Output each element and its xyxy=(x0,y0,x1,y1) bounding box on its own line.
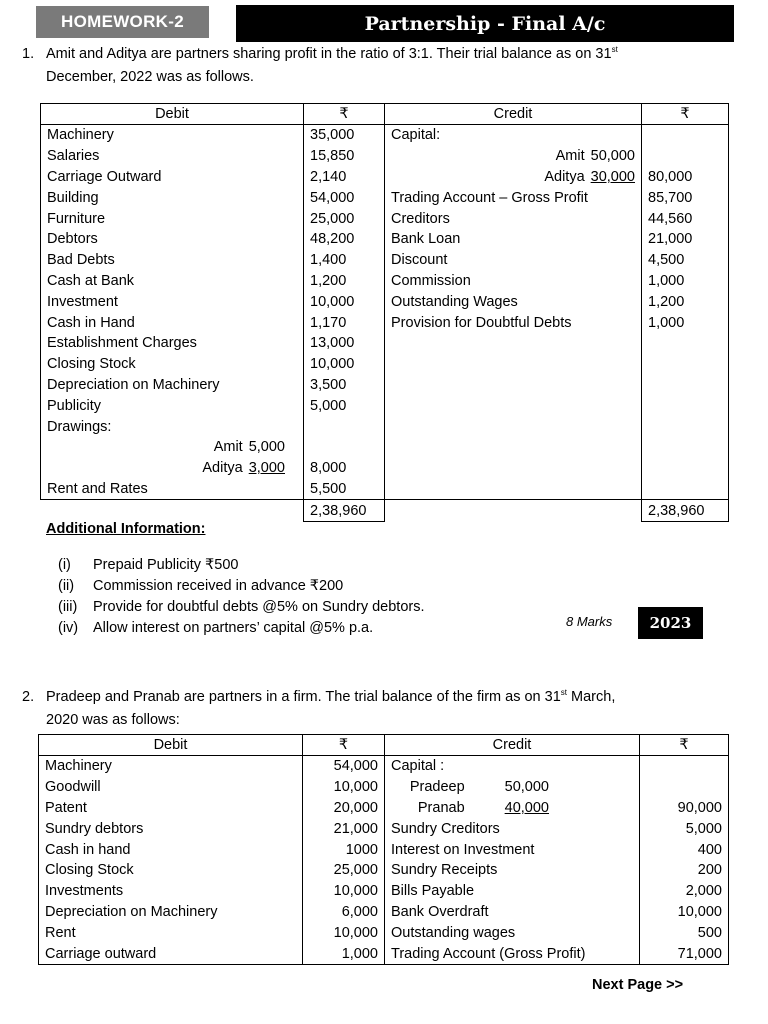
table-row xyxy=(41,437,729,458)
credit-amount: 1,200 xyxy=(642,291,729,312)
debit-item: Rent and Rates xyxy=(41,479,304,500)
partner-name: Amit xyxy=(555,148,585,165)
table-row xyxy=(41,167,729,188)
debit-item: Depreciation on Machinery xyxy=(41,375,304,396)
debit-item: Closing Stock xyxy=(39,860,303,881)
credit-item: Interest on Investment xyxy=(385,839,640,860)
homework-badge: HOMEWORK-2 xyxy=(36,6,209,38)
header-debit: Debit xyxy=(39,735,303,756)
debit-item: Salaries xyxy=(41,146,304,167)
header-credit: Credit xyxy=(385,735,640,756)
question-number: 2. xyxy=(22,689,35,705)
empty-cell xyxy=(385,500,642,522)
credit-amount: 44,560 xyxy=(642,208,729,229)
debit-amount: 5,500 xyxy=(304,479,385,500)
table-row xyxy=(41,458,729,479)
header-credit-amount: ₹ xyxy=(640,735,729,756)
credit-amount xyxy=(642,479,729,500)
credit-item xyxy=(385,146,642,167)
q2-line1: Pradeep and Pranab are partners in a firm. The trial balance of the firm as on 31 xyxy=(46,689,561,705)
credit-item: Trading Account – Gross Profit xyxy=(385,187,642,208)
additional-info-list xyxy=(58,555,425,639)
item-number: (ii) xyxy=(58,578,75,594)
credit-item: Outstanding Wages xyxy=(385,291,642,312)
table-row xyxy=(39,818,729,839)
credit-amount xyxy=(642,333,729,354)
credit-amount: 2,000 xyxy=(640,881,729,902)
debit-amount: 5,000 xyxy=(304,395,385,416)
debit-amount: 25,000 xyxy=(304,208,385,229)
partner-sub-entry xyxy=(410,779,549,795)
table-row xyxy=(41,187,729,208)
header-debit-amount: ₹ xyxy=(304,104,385,125)
partner-sub-entry xyxy=(418,800,549,816)
debit-item: Sundry debtors xyxy=(39,818,303,839)
debit-item: Building xyxy=(41,187,304,208)
credit-item xyxy=(385,375,642,396)
credit-amount: 10,000 xyxy=(640,902,729,923)
credit-item: Bills Payable xyxy=(385,881,640,902)
credit-item xyxy=(385,333,642,354)
item-number: (i) xyxy=(58,557,71,573)
credit-item: Outstanding wages xyxy=(385,922,640,943)
debit-amount: 6,000 xyxy=(303,902,385,923)
credit-item: Discount xyxy=(385,250,642,271)
credit-item: Capital: xyxy=(385,125,642,146)
next-page-link[interactable]: Next Page >> xyxy=(592,977,684,993)
credit-amount: 80,000 xyxy=(642,167,729,188)
credit-item: Commission xyxy=(385,271,642,292)
debit-item: Furniture xyxy=(41,208,304,229)
header-credit-amount: ₹ xyxy=(642,104,729,125)
credit-item xyxy=(385,777,640,798)
credit-amount: 1,000 xyxy=(642,271,729,292)
header-credit: Credit xyxy=(385,104,642,125)
debit-item: Cash at Bank xyxy=(41,271,304,292)
debit-item: Establishment Charges xyxy=(41,333,304,354)
credit-item xyxy=(385,395,642,416)
debit-amount: 1,000 xyxy=(303,943,385,964)
partner-name: Amit xyxy=(213,439,243,456)
year-badge: 2023 xyxy=(638,607,703,639)
additional-info-title: Additional Information: xyxy=(46,521,206,537)
credit-amount: 71,000 xyxy=(640,943,729,964)
debit-item xyxy=(41,437,304,458)
credit-item xyxy=(385,354,642,375)
empty-cell xyxy=(41,500,304,522)
debit-item: Debtors xyxy=(41,229,304,250)
header-debit-amount: ₹ xyxy=(303,735,385,756)
debit-item: Depreciation on Machinery xyxy=(39,902,303,923)
credit-item xyxy=(385,437,642,458)
table-row xyxy=(39,756,729,777)
trial-balance-table-2 xyxy=(38,734,729,965)
page-title: Partnership - Final A/c xyxy=(236,5,734,42)
credit-amount xyxy=(640,756,729,777)
debit-amount: 13,000 xyxy=(304,333,385,354)
table-row xyxy=(39,777,729,798)
partner-amount: 50,000 xyxy=(590,148,635,165)
credit-item: Sundry Receipts xyxy=(385,860,640,881)
partner-name: Aditya xyxy=(544,168,585,185)
debit-amount: 3,500 xyxy=(304,375,385,396)
credit-amount: 21,000 xyxy=(642,229,729,250)
partner-sub-entry xyxy=(544,169,635,185)
table-row xyxy=(41,208,729,229)
debit-item: Drawings: xyxy=(41,416,304,437)
debit-amount xyxy=(304,437,385,458)
credit-amount: 90,000 xyxy=(640,798,729,819)
debit-item: Cash in Hand xyxy=(41,312,304,333)
debit-item: Goodwill xyxy=(39,777,303,798)
debit-item: Carriage Outward xyxy=(41,167,304,188)
q2-line1b: March, xyxy=(567,689,616,705)
credit-item xyxy=(385,167,642,188)
table-row xyxy=(41,333,729,354)
debit-amount: 10,000 xyxy=(303,881,385,902)
debit-amount: 1,400 xyxy=(304,250,385,271)
debit-item: Closing Stock xyxy=(41,354,304,375)
credit-amount xyxy=(642,375,729,396)
credit-item: Bank Loan xyxy=(385,229,642,250)
item-text: Allow interest on partners’ capital @5% p.a. xyxy=(93,620,374,636)
credit-amount: 200 xyxy=(640,860,729,881)
debit-item: Publicity xyxy=(41,395,304,416)
table-row xyxy=(41,291,729,312)
partner-name: Pradeep xyxy=(409,779,465,796)
table-row xyxy=(41,416,729,437)
partner-amount: 3,000 xyxy=(248,460,285,477)
debit-amount: 10,000 xyxy=(304,354,385,375)
debit-item: Machinery xyxy=(39,756,303,777)
q1-sup: st xyxy=(611,45,618,55)
credit-amount: 1,000 xyxy=(642,312,729,333)
table-row xyxy=(41,479,729,500)
debit-amount: 10,000 xyxy=(303,777,385,798)
table-row xyxy=(39,922,729,943)
credit-amount xyxy=(642,146,729,167)
credit-amount xyxy=(642,416,729,437)
list-item xyxy=(58,555,425,576)
credit-item xyxy=(385,416,642,437)
debit-item: Cash in hand xyxy=(39,839,303,860)
header-debit: Debit xyxy=(41,104,304,125)
partner-amount: 5,000 xyxy=(248,439,285,456)
debit-amount: 1,170 xyxy=(304,312,385,333)
partner-name: Pranab xyxy=(417,799,465,816)
table-row xyxy=(41,354,729,375)
credit-amount: 85,700 xyxy=(642,187,729,208)
table-row xyxy=(39,798,729,819)
item-number: (iii) xyxy=(58,599,78,615)
credit-item xyxy=(385,458,642,479)
total-debit: 2,38,960 xyxy=(304,500,385,522)
debit-item: Patent xyxy=(39,798,303,819)
table-row xyxy=(41,146,729,167)
debit-amount: 54,000 xyxy=(303,756,385,777)
list-item xyxy=(58,618,425,639)
credit-item: Creditors xyxy=(385,208,642,229)
credit-item xyxy=(385,479,642,500)
credit-amount: 5,000 xyxy=(640,818,729,839)
table-row xyxy=(41,312,729,333)
item-text: Provide for doubtful debts @5% on Sundry debtors. xyxy=(93,599,425,615)
question-number: 1. xyxy=(22,46,35,62)
debit-item: Bad Debts xyxy=(41,250,304,271)
debit-item xyxy=(41,458,304,479)
item-text: Prepaid Publicity ₹500 xyxy=(93,557,239,573)
table-row xyxy=(39,902,729,923)
debit-amount: 15,850 xyxy=(304,146,385,167)
debit-amount: 1,200 xyxy=(304,271,385,292)
debit-amount: 54,000 xyxy=(304,187,385,208)
credit-amount: 500 xyxy=(640,922,729,943)
table-row xyxy=(41,375,729,396)
debit-amount: 21,000 xyxy=(303,818,385,839)
credit-amount xyxy=(640,777,729,798)
item-number: (iv) xyxy=(58,620,79,636)
credit-item: Trading Account (Gross Profit) xyxy=(385,943,640,964)
table-row xyxy=(41,271,729,292)
credit-item xyxy=(385,798,640,819)
debit-item: Carriage outward xyxy=(39,943,303,964)
partner-amount: 40,000 xyxy=(504,799,549,816)
debit-item: Machinery xyxy=(41,125,304,146)
debit-amount: 25,000 xyxy=(303,860,385,881)
table-row xyxy=(41,229,729,250)
trial-balance-table-1 xyxy=(40,103,729,522)
table-row xyxy=(39,881,729,902)
partner-sub-entry xyxy=(214,439,285,455)
table-row xyxy=(41,125,729,146)
debit-amount xyxy=(304,416,385,437)
credit-amount: 4,500 xyxy=(642,250,729,271)
list-item xyxy=(58,597,425,618)
credit-amount xyxy=(642,395,729,416)
debit-amount: 10,000 xyxy=(303,922,385,943)
q2-sup: st xyxy=(560,688,568,698)
marks-label: 8 Marks xyxy=(566,614,613,629)
credit-amount xyxy=(642,125,729,146)
credit-amount: 400 xyxy=(640,839,729,860)
debit-amount: 48,200 xyxy=(304,229,385,250)
table-row xyxy=(41,250,729,271)
partner-sub-entry xyxy=(556,148,635,164)
item-text: Commission received in advance ₹200 xyxy=(93,578,344,594)
credit-item: Provision for Doubtful Debts xyxy=(385,312,642,333)
table-row xyxy=(39,943,729,964)
total-credit: 2,38,960 xyxy=(642,500,729,522)
debit-amount: 20,000 xyxy=(303,798,385,819)
table-row xyxy=(39,860,729,881)
debit-item: Rent xyxy=(39,922,303,943)
debit-amount: 1000 xyxy=(303,839,385,860)
table-row xyxy=(39,839,729,860)
partner-name: Aditya xyxy=(202,460,243,477)
debit-item: Investment xyxy=(41,291,304,312)
credit-amount xyxy=(642,458,729,479)
debit-amount: 2,140 xyxy=(304,167,385,188)
partner-sub-entry xyxy=(202,460,285,476)
table-row xyxy=(41,395,729,416)
debit-item: Investments xyxy=(39,881,303,902)
total-row xyxy=(41,500,729,522)
q1-line2: December, 2022 was as follows. xyxy=(46,69,254,85)
credit-item: Sundry Creditors xyxy=(385,818,640,839)
partner-amount: 30,000 xyxy=(590,168,635,185)
credit-item: Bank Overdraft xyxy=(385,902,640,923)
partner-amount: 50,000 xyxy=(504,779,549,796)
credit-item: Capital : xyxy=(385,756,640,777)
debit-amount: 8,000 xyxy=(304,458,385,479)
list-item xyxy=(58,576,425,597)
q2-line2: 2020 was as follows: xyxy=(46,712,180,728)
debit-amount: 10,000 xyxy=(304,291,385,312)
credit-amount xyxy=(642,354,729,375)
credit-amount xyxy=(642,437,729,458)
q1-line1: Amit and Aditya are partners sharing profit in the ratio of 3:1. Their trial balance as on 31 xyxy=(46,46,612,62)
debit-amount: 35,000 xyxy=(304,125,385,146)
